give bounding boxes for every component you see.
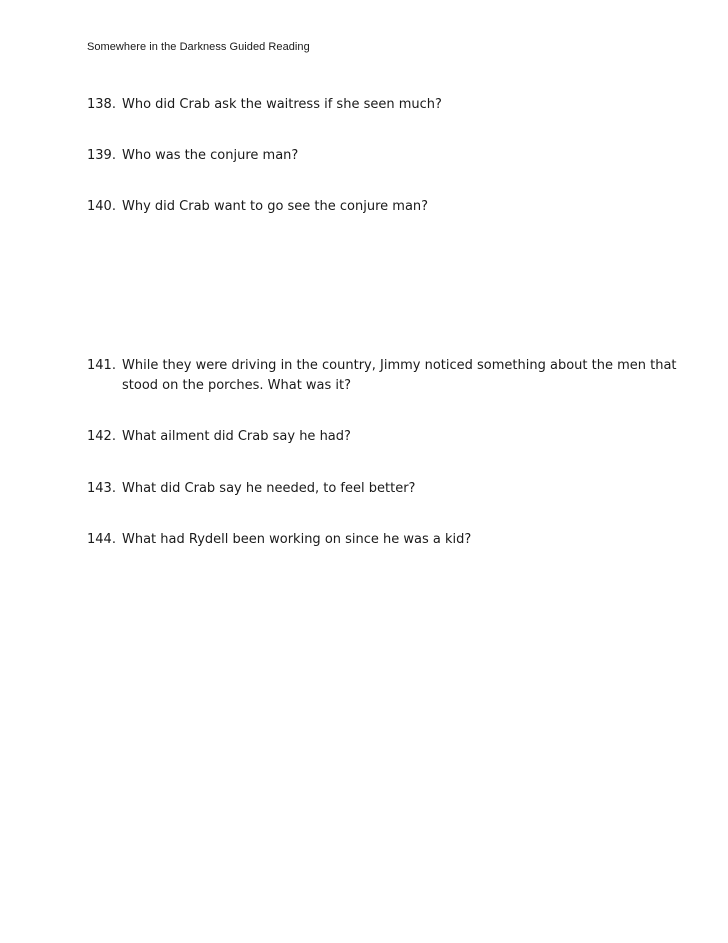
question-text: Why did Crab want to go see the conjure man? [122, 199, 429, 214]
question-text: Who was the conjure man? [122, 148, 299, 163]
question-144 [87, 530, 687, 550]
question-number: 142. [87, 429, 116, 444]
question-139 [87, 146, 687, 166]
question-text: While they were driving in the country, Jimmy noticed something about the men that stood on the porches. What was it? [122, 358, 677, 393]
question-143 [87, 479, 687, 499]
question-140 [87, 197, 687, 217]
question-text: What ailment did Crab say he had? [122, 429, 351, 444]
page-header: Somewhere in the Darkness Guided Reading [87, 41, 310, 53]
question-number: 141. [87, 358, 116, 373]
question-text: What had Rydell been working on since he was a kid? [122, 532, 472, 547]
question-142 [87, 427, 687, 447]
question-number: 140. [87, 199, 116, 214]
question-number: 138. [87, 97, 116, 112]
question-number: 139. [87, 148, 116, 163]
question-text: What did Crab say he needed, to feel better? [122, 481, 416, 496]
question-number: 144. [87, 532, 116, 547]
question-141 [87, 356, 687, 396]
question-number: 143. [87, 481, 116, 496]
question-138 [87, 95, 687, 115]
question-text: Who did Crab ask the waitress if she seen much? [122, 97, 442, 112]
